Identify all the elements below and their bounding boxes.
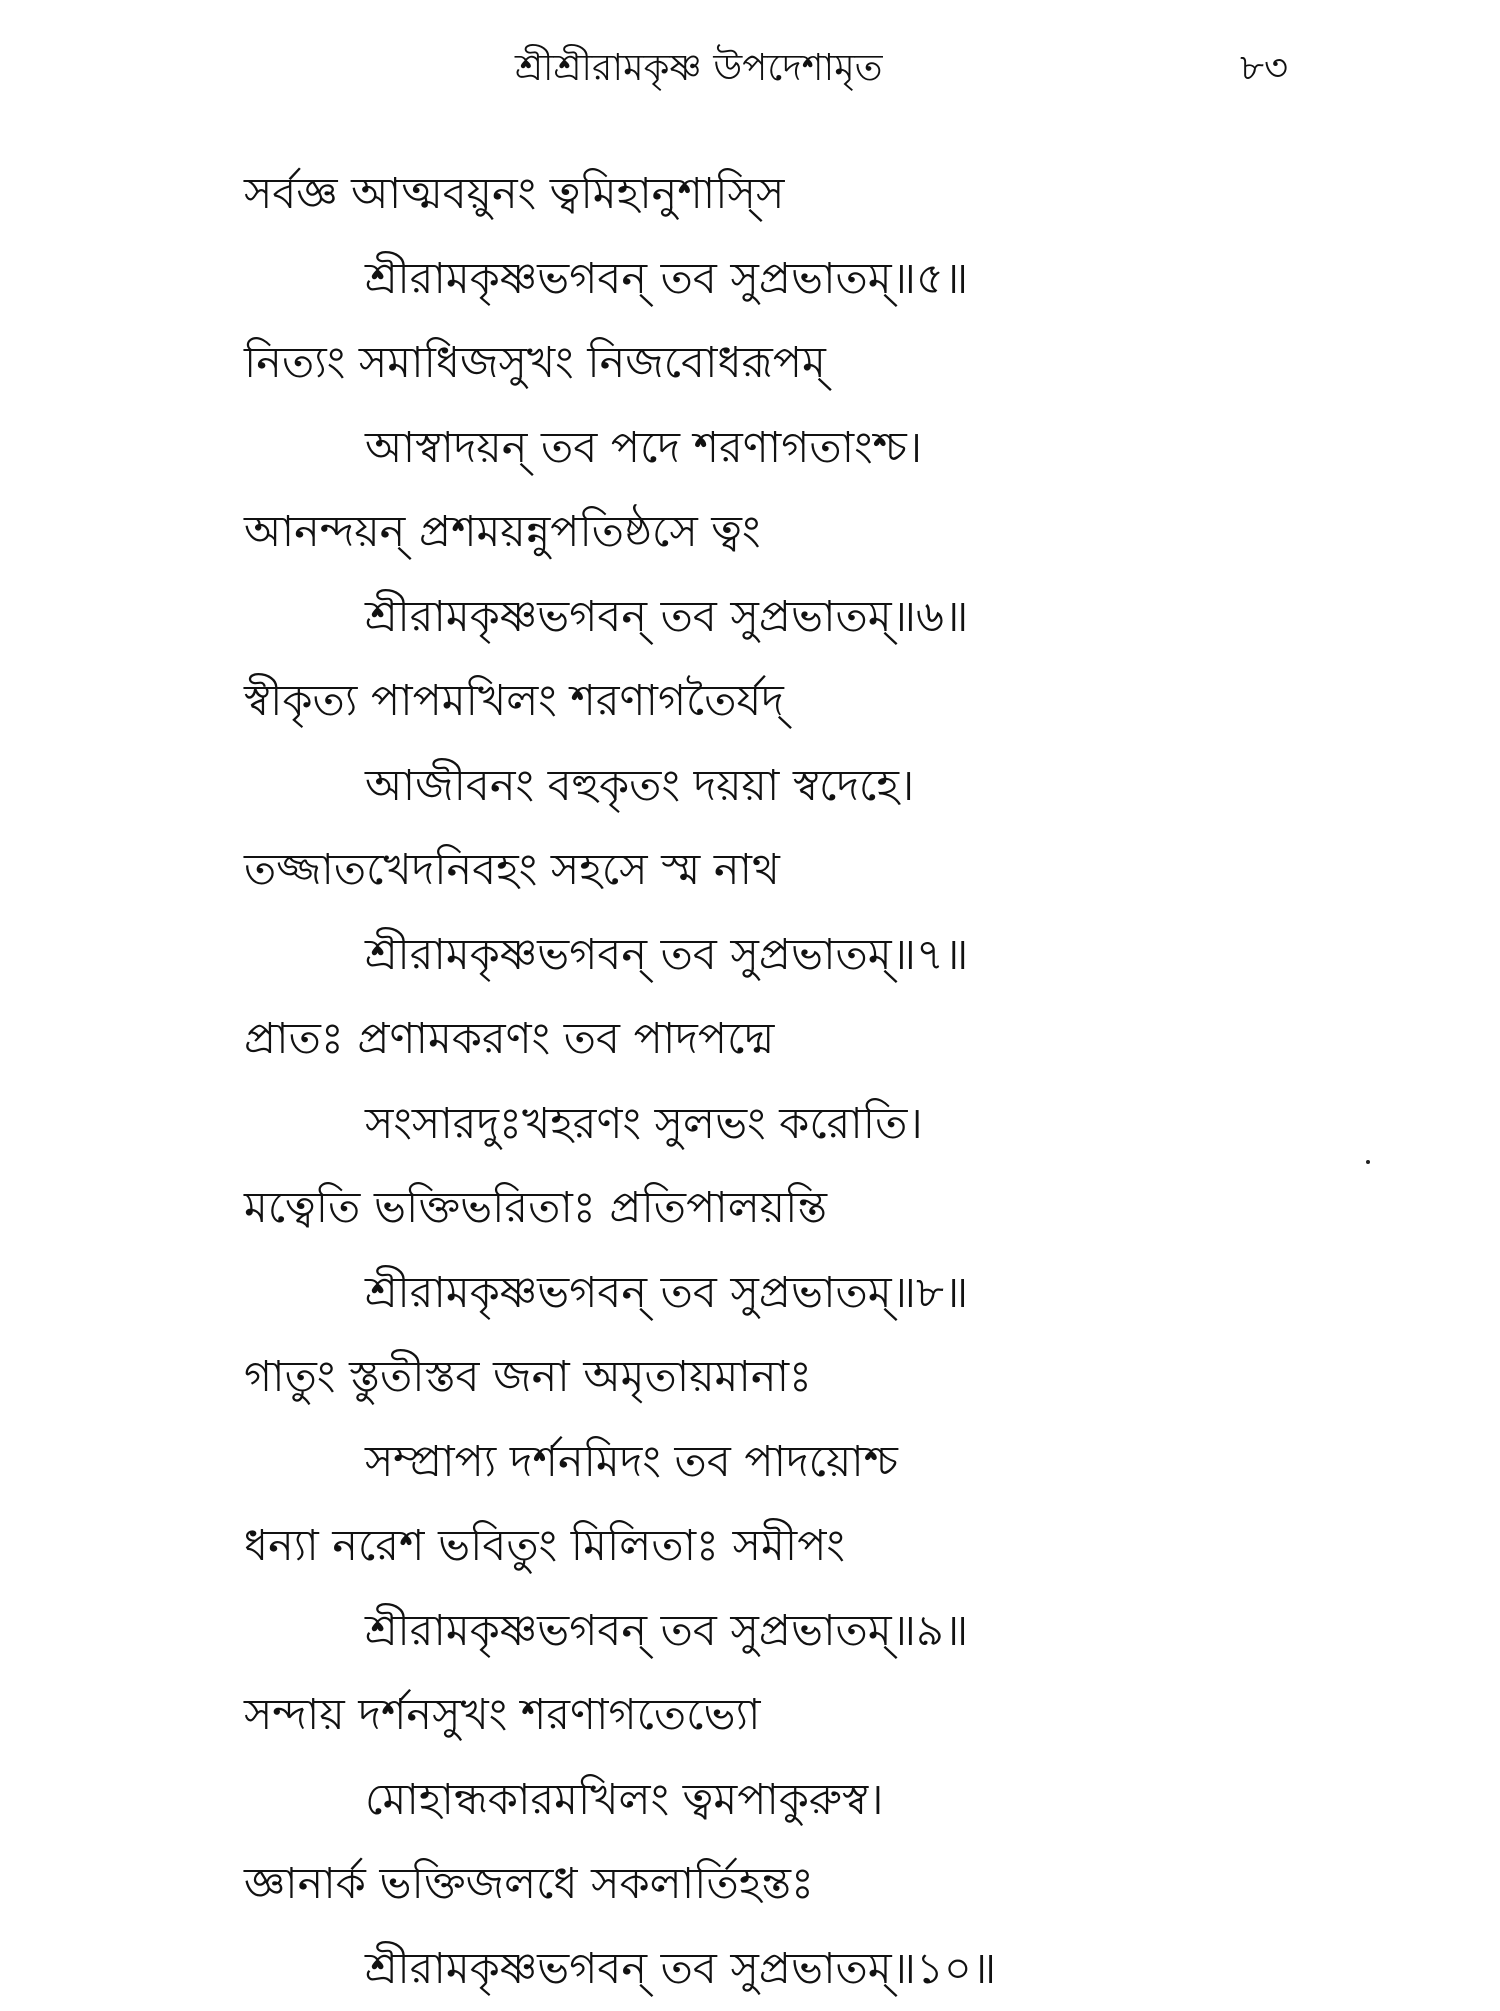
verse-refrain-line: শ্রীরামকৃষ্ণভগবন্ তব সুপ্রভাতম্॥৭॥ xyxy=(0,913,1500,998)
verse-line: সংসারদুঃখহরণং সুলভং করোতি। xyxy=(0,1082,1500,1167)
verse-refrain-line: শ্রীরামকৃষ্ণভগবন্ তব সুপ্রভাতম্॥৯॥ xyxy=(0,1589,1500,1674)
running-head-title: শ্রীশ্রীরামকৃষ্ণ উপদেশামৃত xyxy=(515,38,883,98)
verse-line: মত্বেতি ভক্তিভরিতাঃ প্রতিপালয়ন্তি xyxy=(0,1166,1500,1251)
verse-line: তজ্জাতখেদনিবহং সহসে স্ম নাথ xyxy=(0,828,1500,913)
verse-line: নিত্যং সমাধিজসুখং নিজবোধরূপম্ xyxy=(0,321,1500,406)
print-speck xyxy=(1366,1160,1370,1164)
page-number: ৮৩ xyxy=(1240,38,1288,98)
verse-line: সম্প্রাপ্য দর্শনমিদং তব পাদয়োশ্চ xyxy=(0,1420,1500,1505)
verse-block xyxy=(0,152,1500,2011)
verse-line: আজীবনং বহুকৃতং দয়য়া স্বদেহে। xyxy=(0,744,1500,829)
verse-refrain-line: শ্রীরামকৃষ্ণভগবন্ তব সুপ্রভাতম্॥১০॥ xyxy=(0,1927,1500,2011)
verse-refrain-line: শ্রীরামকৃষ্ণভগবন্ তব সুপ্রভাতম্॥৫॥ xyxy=(0,237,1500,322)
verse-line: ধন্যা নরেশ ভবিতুং মিলিতাঃ সমীপং xyxy=(0,1504,1500,1589)
verse-line: স্বীকৃত্য পাপমখিলং শরণাগতৈর্যদ্ xyxy=(0,659,1500,744)
verse-line: গাতুং স্তুতীস্তব জনা অমৃতায়মানাঃ xyxy=(0,1335,1500,1420)
verse-refrain-line: শ্রীরামকৃষ্ণভগবন্ তব সুপ্রভাতম্॥৮॥ xyxy=(0,1251,1500,1336)
verse-line: আনন্দয়ন্ প্রশময়ন্নুপতিষ্ঠসে ত্বং xyxy=(0,490,1500,575)
verse-line: আস্বাদয়ন্ তব পদে শরণাগতাংশ্চ। xyxy=(0,406,1500,491)
verse-line: জ্ঞানার্ক ভক্তিজলধে সকলার্তিহন্তঃ xyxy=(0,1842,1500,1927)
verse-line: মোহান্ধকারমখিলং ত্বমপাকুরুস্ব। xyxy=(0,1758,1500,1843)
verse-refrain-line: শ্রীরামকৃষ্ণভগবন্ তব সুপ্রভাতম্॥৬॥ xyxy=(0,575,1500,660)
verse-line: প্রাতঃ প্রণামকরণং তব পাদপদ্মে xyxy=(0,997,1500,1082)
verse-line: সর্বজ্ঞ আত্মবয়ুনং ত্বমিহানুশাস্সি xyxy=(0,152,1500,237)
verse-line: সন্দায় দর্শনসুখং শরণাগতেভ্যো xyxy=(0,1673,1500,1758)
running-head xyxy=(0,38,1500,98)
